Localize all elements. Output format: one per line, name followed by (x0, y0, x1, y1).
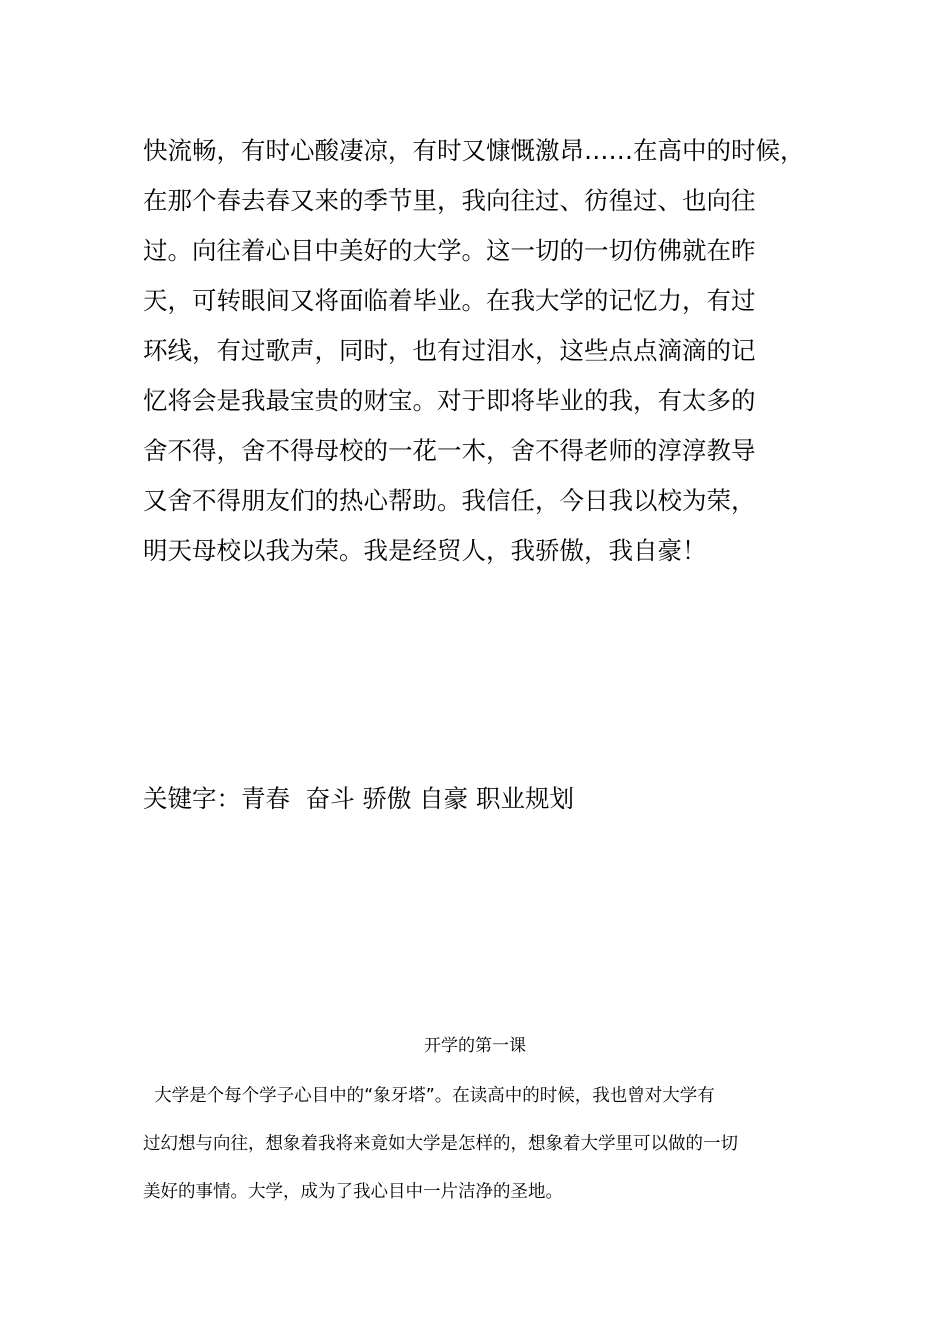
article-line: 大学是个每个学子心目中的“象牙塔”。在读高中的时候，我也曾对大学有 (143, 1086, 715, 1106)
body-line: 过。向往着心目中美好的大学。这一切的一切仿佛就在昨 (143, 236, 756, 265)
keywords-line: 关键字：青春 奋斗 骄傲 自豪 职业规划 (143, 784, 574, 813)
body-line: 忆将会是我最宝贵的财宝。对于即将毕业的我，有太多的 (143, 386, 756, 415)
body-line: 快流畅，有时心酸凄凉，有时又慷慨激昂……在高中的时候， (143, 136, 805, 165)
body-line: 明天母校以我为荣。我是经贸人，我骄傲，我自豪！ (143, 536, 707, 565)
body-paragraph (143, 126, 823, 576)
body-line: 又舍不得朋友们的热心帮助。我信任，今日我以校为荣， (143, 486, 756, 515)
article-line: 过幻想与向往，想象着我将来竟如大学是怎样的，想象着大学里可以做的一切 (143, 1134, 738, 1154)
body-line: 环线，有过歌声，同时，也有过泪水，这些点点滴滴的记 (143, 336, 756, 365)
body-line: 天，可转眼间又将面临着毕业。在我大学的记忆力，有过 (143, 286, 756, 315)
article-line: 美好的事情。大学，成为了我心目中一片洁净的圣地。 (143, 1182, 563, 1202)
article-paragraph (143, 1080, 823, 1224)
body-line: 舍不得，舍不得母校的一花一木，舍不得老师的淳淳教导 (143, 436, 756, 465)
article-title: 开学的第一课 (424, 1036, 526, 1056)
body-line: 在那个春去春又来的季节里，我向往过、彷徨过、也向往 (143, 186, 756, 215)
